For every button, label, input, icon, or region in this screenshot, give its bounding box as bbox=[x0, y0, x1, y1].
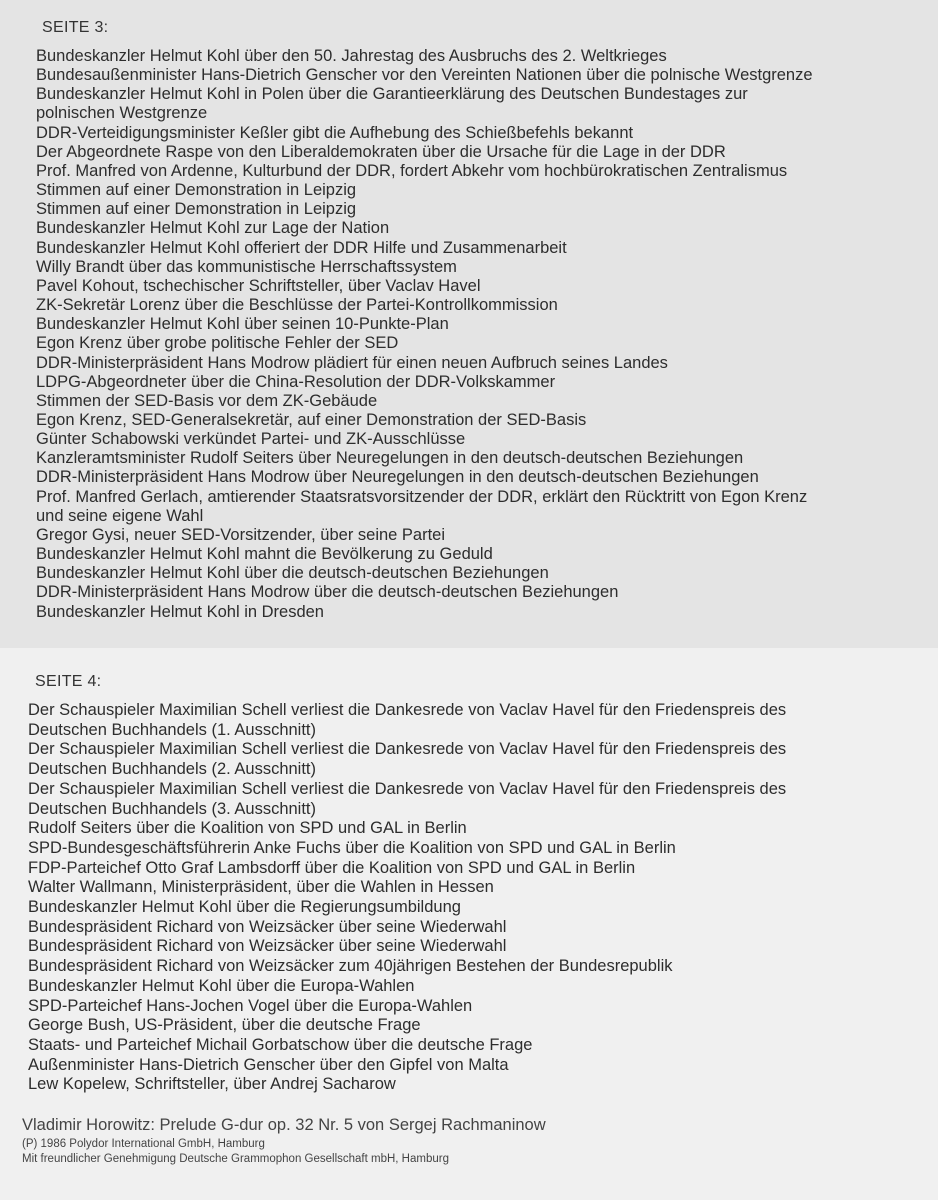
track-line: Gregor Gysi, neuer SED-Vorsitzender, über seine Partei bbox=[36, 525, 446, 544]
track-line: Kanzleramtsminister Rudolf Seiters über Neuregelungen in den deutsch-deutschen Beziehungen bbox=[36, 449, 744, 468]
track-item bbox=[0, 977, 938, 997]
seite-3-section bbox=[0, 18, 938, 622]
track-line: Bundeskanzler Helmut Kohl offeriert der DDR Hilfe und Zusammenarbeit bbox=[36, 238, 567, 257]
track-item bbox=[0, 488, 938, 526]
track-item bbox=[0, 918, 938, 938]
track-line: Egon Krenz, SED-Generalsekretär, auf einer Demonstration der SED-Basis bbox=[36, 410, 587, 429]
track-item bbox=[0, 296, 938, 315]
track-item bbox=[0, 315, 938, 334]
track-line: Pavel Kohout, tschechischer Schriftsteller, über Vaclav Havel bbox=[36, 276, 481, 295]
track-item bbox=[0, 258, 938, 277]
track-line: Bundeskanzler Helmut Kohl in Dresden bbox=[36, 602, 324, 621]
track-line: Bundesaußenminister Hans-Dietrich Genscher vor den Vereinten Nationen über die polnische Westgrenze bbox=[36, 66, 813, 85]
track-line: Außenminister Hans-Dietrich Genscher über den Gipfel von Malta bbox=[28, 1055, 509, 1074]
track-line: Bundeskanzler Helmut Kohl über die Europa-Wahlen bbox=[28, 976, 415, 995]
track-line: Günter Schabowski verkündet Partei- und ZK-Ausschlüsse bbox=[36, 430, 466, 449]
track-line: Bundeskanzler Helmut Kohl über den 50. Jahrestag des Ausbruchs des 2. Weltkrieges bbox=[36, 47, 667, 65]
track-item bbox=[0, 545, 938, 564]
track-line: SPD-Parteichef Hans-Jochen Vogel über die Europa-Wahlen bbox=[28, 996, 473, 1015]
track-line: Lew Kopelew, Schriftsteller, über Andrej Sacharow bbox=[28, 1075, 396, 1094]
track-item bbox=[0, 277, 938, 296]
track-line: DDR-Verteidigungsminister Keßler gibt die Aufhebung des Schießbefehls bekannt bbox=[36, 123, 634, 142]
track-line: DDR-Ministerpräsident Hans Modrow über die deutsch-deutschen Beziehungen bbox=[36, 583, 619, 602]
copyright-line: (P) 1986 Polydor International GmbH, Hamburg bbox=[22, 1138, 265, 1150]
track-item bbox=[0, 740, 938, 779]
track-line: Deutschen Buchhandels (2. Ausschnitt) bbox=[28, 760, 317, 779]
track-line: Staats- und Parteichef Michail Gorbatschow über die deutsche Frage bbox=[28, 1035, 533, 1054]
track-line: Egon Krenz über grobe politische Fehler der SED bbox=[36, 334, 399, 353]
track-item bbox=[0, 1036, 938, 1056]
track-line: George Bush, US-Präsident, über die deutsche Frage bbox=[28, 1016, 421, 1035]
track-item bbox=[0, 430, 938, 449]
track-line: Stimmen auf einer Demonstration in Leipzig bbox=[36, 181, 357, 200]
seite-4-heading: SEITE 4: bbox=[35, 673, 102, 690]
track-line: Der Abgeordnete Raspe von den Liberaldemokraten über die Ursache für die Lage in der DDR bbox=[36, 142, 726, 161]
track-item bbox=[0, 239, 938, 258]
track-line: Bundeskanzler Helmut Kohl zur Lage der Nation bbox=[36, 219, 390, 238]
track-line: Stimmen auf einer Demonstration in Leipzig bbox=[36, 200, 357, 219]
track-item bbox=[0, 937, 938, 957]
track-item bbox=[0, 200, 938, 219]
track-line: Rudolf Seiters über die Koalition von SPD und GAL in Berlin bbox=[28, 819, 467, 838]
track-line: SPD-Bundesgeschäftsführerin Anke Fuchs über die Koalition von SPD und GAL in Berlin bbox=[28, 838, 676, 857]
track-line: Bundespräsident Richard von Weizsäcker über seine Wiederwahl bbox=[28, 917, 507, 936]
track-item bbox=[0, 66, 938, 85]
track-item bbox=[0, 85, 938, 123]
seite-3-heading: SEITE 3: bbox=[42, 19, 109, 36]
track-item bbox=[0, 701, 938, 740]
track-line: Stimmen der SED-Basis vor dem ZK-Gebäude bbox=[36, 391, 378, 410]
track-line: Bundespräsident Richard von Weizsäcker zum 40jährigen Bestehen der Bundesrepublik bbox=[28, 957, 673, 976]
track-line: Bundeskanzler Helmut Kohl über seinen 10-Punkte-Plan bbox=[36, 315, 449, 334]
track-line: DDR-Ministerpräsident Hans Modrow plädiert für einen neuen Aufbruch seines Landes bbox=[36, 353, 668, 372]
track-line: Der Schauspieler Maximilian Schell verliest die Dankesrede von Vaclav Havel für den Friedenspreis des bbox=[28, 740, 787, 759]
track-item bbox=[0, 219, 938, 238]
track-item bbox=[0, 334, 938, 353]
track-line: Der Schauspieler Maximilian Schell verliest die Dankesrede von Vaclav Havel für den Friedenspreis des bbox=[28, 779, 787, 798]
track-item bbox=[0, 780, 938, 819]
track-line: polnischen Westgrenze bbox=[36, 104, 208, 123]
track-line: Walter Wallmann, Ministerpräsident, über die Wahlen in Hessen bbox=[28, 878, 494, 897]
track-item bbox=[0, 859, 938, 879]
track-line: FDP-Parteichef Otto Graf Lambsdorff über die Koalition von SPD und GAL in Berlin bbox=[28, 858, 636, 877]
track-item bbox=[0, 143, 938, 162]
music-credit: Vladimir Horowitz: Prelude G-dur op. 32 Nr. 5 von Sergej Rachmaninow bbox=[22, 1116, 546, 1134]
track-item bbox=[0, 898, 938, 918]
track-item bbox=[0, 47, 938, 66]
track-item bbox=[0, 526, 938, 545]
track-line: Willy Brandt über das kommunistische Herrschaftssystem bbox=[36, 257, 457, 276]
credits bbox=[22, 1115, 922, 1167]
track-item bbox=[0, 449, 938, 468]
seite-4-track-list bbox=[0, 701, 938, 1095]
track-item bbox=[0, 468, 938, 487]
track-line: Bundeskanzler Helmut Kohl in Polen über die Garantieerklärung des Deutschen Bundestages zur bbox=[36, 85, 748, 104]
track-line: Deutschen Buchhandels (1. Ausschnitt) bbox=[28, 720, 317, 739]
track-line: ZK-Sekretär Lorenz über die Beschlüsse der Partei-Kontrollkommission bbox=[36, 296, 558, 315]
track-line: und seine eigene Wahl bbox=[36, 506, 204, 525]
track-item bbox=[0, 1016, 938, 1036]
permission-line: Mit freundlicher Genehmigung Deutsche Grammophon Gesellschaft mbH, Hamburg bbox=[22, 1153, 449, 1165]
track-item bbox=[0, 819, 938, 839]
track-item bbox=[0, 839, 938, 859]
track-item bbox=[0, 583, 938, 602]
track-line: Bundespräsident Richard von Weizsäcker über seine Wiederwahl bbox=[28, 937, 507, 956]
track-item bbox=[0, 603, 938, 622]
track-line: Bundeskanzler Helmut Kohl über die Regierungsumbildung bbox=[28, 898, 461, 917]
track-line: Deutschen Buchhandels (3. Ausschnitt) bbox=[28, 799, 317, 818]
track-item bbox=[0, 373, 938, 392]
track-item bbox=[0, 124, 938, 143]
track-item bbox=[0, 181, 938, 200]
track-line: Bundeskanzler Helmut Kohl mahnt die Bevölkerung zu Geduld bbox=[36, 545, 493, 564]
track-item bbox=[0, 957, 938, 977]
track-item bbox=[0, 878, 938, 898]
track-item bbox=[0, 392, 938, 411]
track-item bbox=[0, 997, 938, 1017]
track-item bbox=[0, 162, 938, 181]
track-line: Prof. Manfred von Ardenne, Kulturbund der DDR, fordert Abkehr vom hochbürokratischen Zentralismus bbox=[36, 161, 788, 180]
seite-4-section bbox=[0, 672, 938, 1095]
track-item bbox=[0, 564, 938, 583]
track-item bbox=[0, 411, 938, 430]
track-line: Prof. Manfred Gerlach, amtierender Staatsratsvorsitzender der DDR, erklärt den Rücktritt von Egon Krenz bbox=[36, 487, 808, 506]
track-line: Bundeskanzler Helmut Kohl über die deutsch-deutschen Beziehungen bbox=[36, 564, 549, 583]
track-item bbox=[0, 1075, 938, 1095]
track-line: Der Schauspieler Maximilian Schell verliest die Dankesrede von Vaclav Havel für den Friedenspreis des bbox=[28, 701, 787, 719]
track-line: DDR-Ministerpräsident Hans Modrow über Neuregelungen in den deutsch-deutschen Beziehungen bbox=[36, 468, 759, 487]
seite-3-track-list bbox=[0, 47, 938, 622]
track-line: LDPG-Abgeordneter über die China-Resolution der DDR-Volkskammer bbox=[36, 372, 556, 391]
track-item bbox=[0, 354, 938, 373]
track-item bbox=[0, 1056, 938, 1076]
